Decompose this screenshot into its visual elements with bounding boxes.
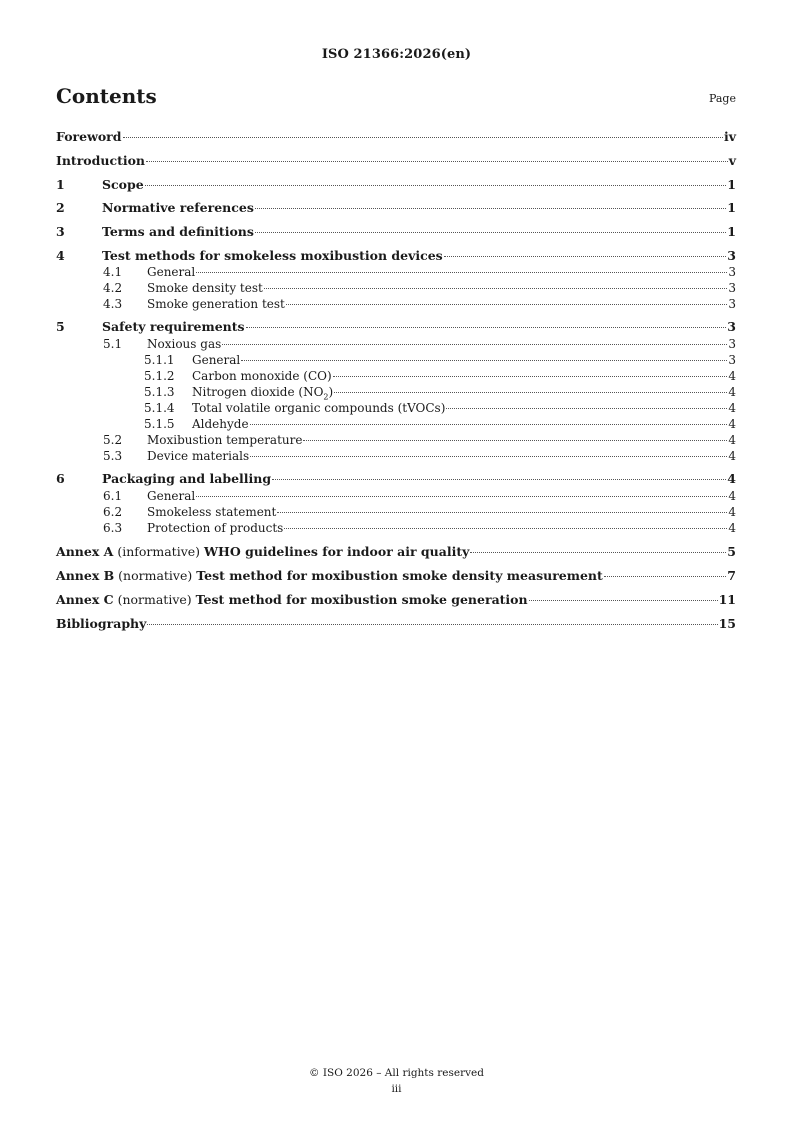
dot-leader (222, 344, 727, 345)
toc-entry-4-1[interactable] (56, 265, 736, 279)
toc-entry-title: Packaging and labelling (102, 471, 272, 486)
dot-leader (255, 232, 726, 233)
toc-entry-normative-references[interactable] (56, 201, 736, 215)
toc-entry-page: 3 (728, 297, 736, 311)
toc-entry-page: 7 (727, 568, 736, 583)
dot-leader (241, 360, 727, 361)
annex-label: Annex C (56, 592, 114, 607)
annex-title: Test method for moxibustion smoke density measurement (196, 568, 603, 583)
toc-entry-5-1-3[interactable] (56, 385, 736, 402)
toc-entry-6-2[interactable] (56, 505, 736, 519)
dot-leader (196, 496, 727, 497)
toc-entry-title: Foreword (56, 129, 122, 144)
dot-leader (146, 161, 728, 162)
annex-title: WHO guidelines for indoor air quality (204, 544, 470, 559)
toc-entry-number: 4 (56, 248, 65, 263)
toc-entry-safety-requirements[interactable] (56, 320, 736, 334)
toc-entry-6-1[interactable] (56, 489, 736, 503)
annex-status: (normative) (113, 592, 196, 607)
dot-leader (286, 304, 728, 305)
toc-entry-title: Moxibustion temperature (147, 433, 303, 447)
toc-entry-title (56, 593, 528, 607)
toc-entry-5-1-1[interactable] (56, 353, 736, 367)
toc-entry-title: Safety requirements (102, 319, 245, 334)
toc-entry-title: Bibliography (56, 616, 147, 631)
toc-entry-scope[interactable] (56, 178, 736, 192)
toc-entry-annex-c[interactable] (56, 593, 736, 607)
toc-entry-terms-definitions[interactable] (56, 225, 736, 239)
toc-entry-page: 4 (728, 401, 736, 415)
dot-leader (147, 624, 717, 625)
toc-entry-5-2[interactable] (56, 433, 736, 447)
toc-entry-number: 5.1.1 (144, 353, 175, 367)
dot-leader (284, 528, 727, 529)
contents-heading: Contents (56, 84, 157, 108)
toc-entry-title: Terms and definitions (102, 224, 254, 239)
dot-leader (277, 512, 727, 513)
toc-entry-page: 1 (727, 224, 736, 239)
dot-leader (255, 208, 726, 209)
toc-entry-number: 4.3 (103, 297, 123, 311)
toc-entry-page: 1 (727, 200, 736, 215)
toc-entry-number: 6.2 (103, 505, 123, 519)
annex-label: Annex A (56, 544, 114, 559)
dot-leader (446, 408, 727, 409)
toc-entry-page: 4 (728, 449, 736, 463)
toc-entry-number: 6.1 (103, 489, 123, 503)
toc-entry-title: Scope (102, 177, 144, 192)
toc-entry-page: 4 (728, 369, 736, 383)
dot-leader (303, 440, 727, 441)
toc-entry-title (56, 545, 469, 559)
toc-entry-page: 4 (728, 505, 736, 519)
dot-leader (196, 272, 727, 273)
toc-entry-title: Smoke density test (147, 281, 263, 295)
dot-leader (529, 600, 718, 601)
toc-entry-number: 5.1.2 (144, 369, 175, 383)
toc-entry-title (56, 569, 603, 583)
toc-entry-5-1-5[interactable] (56, 417, 736, 431)
dot-leader (145, 185, 727, 186)
toc-entry-number: 1 (56, 177, 65, 192)
toc-entry-number: 6 (56, 471, 65, 486)
toc-entry-title: Smoke generation test (147, 297, 285, 311)
toc-entry-number: 3 (56, 224, 65, 239)
toc-entry-title: Normative references (102, 200, 254, 215)
dot-leader (123, 137, 723, 138)
toc-entry-page: 4 (728, 433, 736, 447)
toc-entry-title: Protection of products (147, 521, 284, 535)
toc-entry-test-methods[interactable] (56, 249, 736, 263)
toc-entry-5-3[interactable] (56, 449, 736, 463)
dot-leader (246, 327, 727, 328)
toc-entry-page: 4 (728, 489, 736, 503)
toc-entry-page: 3 (728, 281, 736, 295)
dot-leader (264, 288, 728, 289)
toc-entry-page: v (728, 153, 736, 168)
dot-leader (250, 456, 727, 457)
dot-leader (470, 552, 726, 553)
toc-entry-page: 3 (728, 265, 736, 279)
annex-title: Test method for moxibustion smoke generation (195, 592, 528, 607)
toc-entry-title: Smokeless statement (147, 505, 277, 519)
toc-entry-number: 5.1.4 (144, 401, 175, 415)
dot-leader (604, 576, 727, 577)
toc-entry-page: 4 (727, 471, 736, 486)
annex-status: (informative) (113, 544, 205, 559)
dot-leader (334, 392, 727, 393)
toc-entry-annex-a[interactable] (56, 545, 736, 559)
toc-entry-4-2[interactable] (56, 281, 736, 295)
toc-entry-introduction[interactable] (56, 154, 736, 168)
toc-entry-annex-b[interactable] (56, 569, 736, 583)
toc-title-text-end: ) (328, 385, 334, 399)
toc-entry-title: General (147, 265, 196, 279)
toc-entry-number: 5.1.5 (144, 417, 175, 431)
toc-entry-page: 15 (718, 616, 736, 631)
toc-entry-title (192, 385, 334, 402)
toc-entry-title: Total volatile organic compounds (tVOCs) (192, 401, 446, 415)
dot-leader (333, 376, 728, 377)
annex-label: Annex B (56, 568, 115, 583)
toc-entry-page: 3 (728, 353, 736, 367)
page-column-label: Page (708, 92, 736, 105)
toc-entry-title: General (147, 489, 196, 503)
toc-entry-page: 3 (727, 319, 736, 334)
toc-title-text: Nitrogen dioxide (NO (192, 385, 324, 399)
toc-entry-title: Device materials (147, 449, 250, 463)
toc-entry-page: 11 (718, 592, 736, 607)
toc-entry-title: General (192, 353, 241, 367)
toc-entry-page: 5 (727, 544, 736, 559)
toc-entry-number: 5.3 (103, 449, 123, 463)
toc-entry-page: 4 (728, 521, 736, 535)
toc-entry-6-3[interactable] (56, 521, 736, 535)
dot-leader (250, 424, 728, 425)
toc-entry-page: iv (723, 129, 736, 144)
document-header: ISO 21366:2026(en) (321, 47, 472, 62)
toc-entry-page: 3 (727, 248, 736, 263)
toc-entry-title: Carbon monoxide (CO) (192, 369, 332, 383)
copyright-notice: © ISO 2026 – All rights reserved (309, 1067, 484, 1079)
toc-entry-bibliography[interactable] (56, 617, 736, 631)
toc-entry-number: 5.2 (103, 433, 123, 447)
toc-entry-number: 6.3 (103, 521, 123, 535)
toc-entry-title: Introduction (56, 153, 146, 168)
subscript-2: 2 (323, 392, 329, 402)
toc-entry-page: 3 (728, 337, 736, 351)
toc-entry-5-1[interactable] (56, 337, 736, 351)
toc-entry-page: 4 (728, 385, 736, 399)
toc-entry-4-3[interactable] (56, 297, 736, 311)
toc-entry-5-1-2[interactable] (56, 369, 736, 383)
toc-entry-foreword[interactable] (56, 130, 736, 144)
toc-entry-number: 5 (56, 319, 65, 334)
toc-entry-number: 4.2 (103, 281, 123, 295)
toc-entry-number: 5.1 (103, 337, 123, 351)
toc-entry-page: 1 (727, 177, 736, 192)
annex-status: (normative) (114, 568, 197, 583)
toc-entry-title: Aldehyde (192, 417, 249, 431)
toc-entry-title: Noxious gas (147, 337, 222, 351)
toc-entry-page: 4 (728, 417, 736, 431)
dot-leader (272, 479, 726, 480)
toc-entry-title: Test methods for smokeless moxibustion devices (102, 248, 443, 263)
toc-entry-5-1-4[interactable] (56, 401, 736, 415)
dot-leader (444, 256, 727, 257)
toc-entry-number: 2 (56, 200, 65, 215)
toc-entry-number: 5.1.3 (144, 385, 175, 399)
toc-entry-number: 4.1 (103, 265, 123, 279)
page-number: iii (391, 1083, 402, 1095)
toc-entry-packaging-labelling[interactable] (56, 472, 736, 486)
